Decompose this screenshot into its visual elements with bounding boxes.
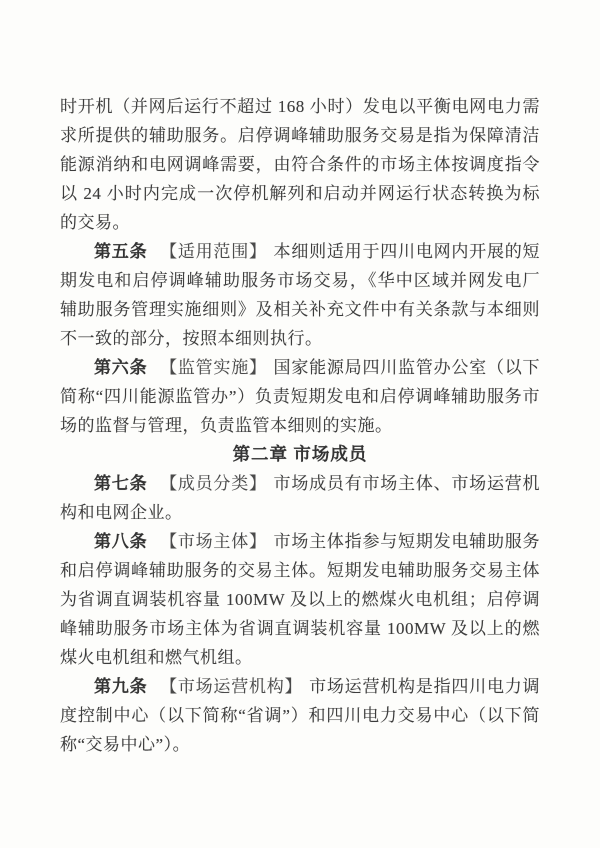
- paragraph-text: 时开机（并网后运行不超过 168 小时）发电以平衡电网电力需求所提供的辅助服务。启停调峰辅助服务交易是指为保障清洁能源消纳和电网调峰需要，由符合条件的市场主体按调度指令以 24 小时内完成一次停机解列和启动并网运行状态转换为标的交易。: [60, 97, 540, 232]
- chapter-heading: 第二章 市场成员: [232, 444, 368, 464]
- article-bracket-title: 【市场主体】: [160, 532, 267, 551]
- article-number: 第九条: [94, 677, 148, 696]
- paragraph-article-6: [60, 353, 540, 440]
- article-number: 第八条: [94, 532, 148, 551]
- article-bracket-title: 【市场运营机构】: [160, 677, 303, 696]
- article-bracket-title: 【适用范围】: [160, 242, 267, 261]
- article-number: 第五条: [94, 242, 148, 261]
- article-number: 第七条: [94, 474, 148, 493]
- paragraph-text: 市场主体指参与短期发电辅助服务和启停调峰辅助服务的交易主体。短期发电辅助服务交易主体为省调直调装机容量 100MW 及以上的燃煤火电机组；启停调峰辅助服务市场主体为省调直调装机容量 100MW 及以上的燃煤火电机组和燃气机组。: [60, 532, 541, 667]
- document-text-block: [60, 92, 540, 759]
- article-bracket-title: 【成员分类】: [160, 474, 267, 493]
- paragraph-text: 市场成员有市场主体、市场运营机构和电网企业。: [60, 474, 541, 522]
- paragraph-text: 市场运营机构是指四川电力调度控制中心（以下简称“省调”）和四川电力交易中心（以下简称“交易中心”）。: [60, 677, 541, 754]
- paragraph-intro-continuation: [60, 92, 540, 237]
- article-bracket-title: 【监管实施】: [160, 358, 267, 377]
- article-number: 第六条: [94, 358, 148, 377]
- paragraph-text: 本细则适用于四川电网内开展的短期发电和启停调峰辅助服务市场交易，《华中区域并网发电厂辅助服务管理实施细则》及相关补充文件中有关条款与本细则不一致的部分，按照本细则执行。: [60, 242, 541, 348]
- paragraph-text: 国家能源局四川监管办公室（以下简称“四川能源监管办”）负责短期发电和启停调峰辅助服务市场的监督与管理，负责监管本细则的实施。: [60, 358, 541, 435]
- paragraph-article-5: [60, 237, 540, 353]
- paragraph-article-9: [60, 672, 540, 759]
- paragraph-article-7: [60, 469, 540, 527]
- paragraph-article-8: [60, 527, 540, 672]
